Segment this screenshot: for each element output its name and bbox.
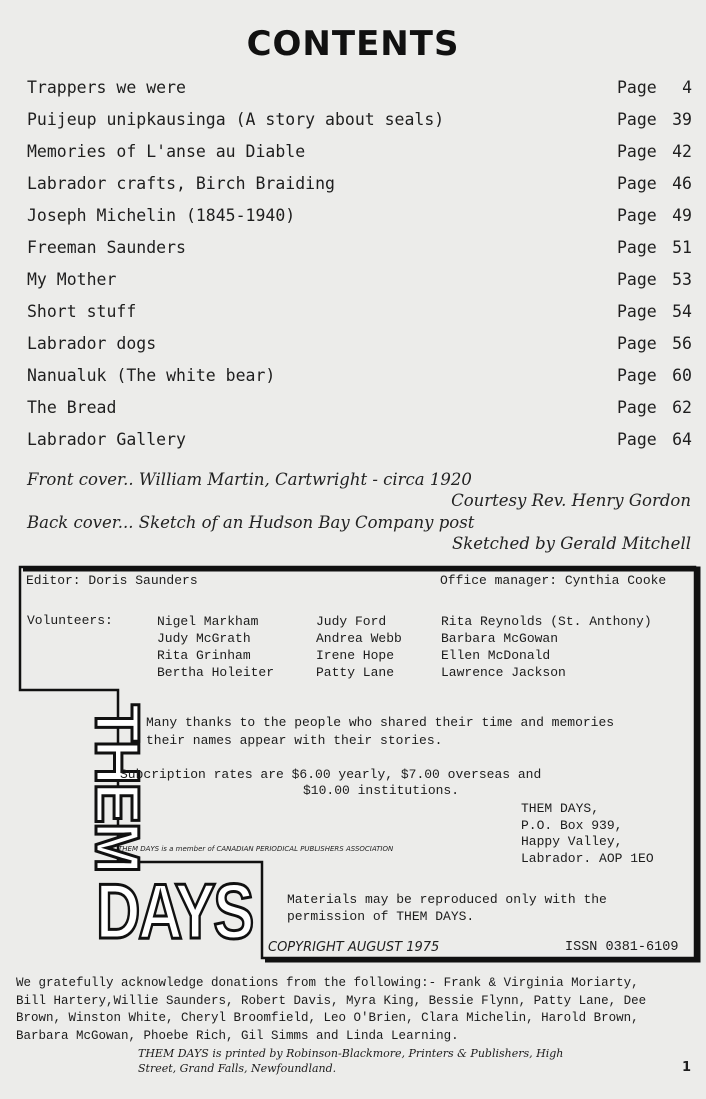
volunteers-column [441,613,652,681]
address-line: Happy Valley, [521,834,623,849]
toc-page-label: Page [617,110,657,129]
toc-page-label: Page [617,78,657,97]
toc-page-label: Page [617,174,657,193]
volunteer-name: Irene Hope [316,648,395,663]
volunteer-name: Nigel Markham [157,614,259,629]
page-title: CONTENTS [246,24,460,64]
toc-entry-title: The Bread [27,398,117,417]
acknowledgement-line: Brown, Winston White, Cheryl Broomfield, Leo O'Brien, Clara Michelin, Harold Brown, [16,1011,639,1025]
toc-page-label: Page [617,334,657,353]
back-cover-credit: Back cover... Sketch of an Hudson Bay Company post [27,513,475,532]
cppa-member-note: THEM DAYS is a member of CANADIAN PERIODICAL PUBLISHERS ASSOCIATION [118,845,394,853]
subscription-rates: Subcription rates are $6.00 yearly, $7.00 overseas and [120,767,542,782]
volunteers-column [316,613,402,681]
toc-page-label: Page [617,142,657,161]
address-line: THEM DAYS, [521,801,600,816]
toc-page-number: 51 [672,238,692,257]
front-cover-credit: Front cover.. William Martin, Cartwright - circa 1920 [27,470,472,489]
toc-page-number: 62 [672,398,692,417]
logo-days-text: DAYS [96,867,252,955]
acknowledgement-line: We gratefully acknowledge donations from the following:- Frank & Virginia Moriarty, [16,976,639,990]
volunteer-name: Bertha Holeiter [157,665,275,680]
toc-page-number: 56 [672,334,692,353]
toc-entry-title: Short stuff [27,302,137,321]
them-logo [26,696,151,872]
back-cover-sketch: Sketched by Gerald Mitchell [451,534,691,553]
acknowledgement-line: Barbara McGowan, Phoebe Rich, Gil Simms and Linda Learning. [16,1028,459,1043]
volunteer-name: Patty Lane [316,665,395,680]
front-cover-courtesy: Courtesy Rev. Henry Gordon [451,491,691,510]
toc-entry-title: My Mother [27,270,117,289]
toc-page-number: 42 [672,142,692,161]
volunteer-name: Barbara McGowan [441,631,559,646]
printer-line: Street, Grand Falls, Newfoundland. [138,1062,337,1075]
volunteer-name: Lawrence Jackson [441,665,566,680]
toc-entry-title: Labrador dogs [27,334,157,353]
volunteer-name: Judy Ford [316,614,387,629]
days-logo [92,860,260,955]
mailing-address [521,801,654,867]
thanks-note [146,714,614,750]
volunteer-name: Rita Reynolds (St. Anthony) [441,614,652,629]
toc-entry-title: Puijeup unipkausinga (A story about seals) [27,110,445,129]
toc-page-number: 53 [672,270,692,289]
toc-page-label: Page [617,430,657,449]
address-line: Labrador. AOP 1EO [521,850,654,866]
toc-page-number: 49 [672,206,692,225]
volunteers-label: Volunteers: [27,613,113,628]
toc-page-number: 54 [672,302,692,321]
acknowledgement-paragraph [16,975,646,1045]
volunteer-name: Andrea Webb [316,631,402,646]
logo-them-text: THEM [82,704,151,872]
toc-page-number: 39 [672,110,692,129]
issn-number: ISSN 0381-6109 [565,940,679,955]
toc-page-number: 64 [672,430,692,449]
toc-page-label: Page [617,302,657,321]
printer-note [138,1046,563,1076]
toc-entry-title: Trappers we were [27,78,186,97]
toc-entry-title: Labrador crafts, Birch Braiding [27,174,335,193]
volunteer-name: Rita Grinham [157,648,251,663]
toc-entry-title: Freeman Saunders [27,238,186,257]
volunteer-name: Judy McGrath [157,631,251,646]
printer-line: THEM DAYS is printed by Robinson-Blackmore, Printers & Publishers, High [138,1047,564,1060]
thanks-line: Many thanks to the people who shared their time and memories [146,715,615,730]
toc-page-label: Page [617,270,657,289]
toc-page-number: 60 [672,366,692,385]
volunteers-column [157,613,274,681]
toc-entry-title: Memories of L'anse au Diable [27,142,306,161]
toc-page-number: 46 [672,174,692,193]
acknowledgement-line: Bill Hartery,Willie Saunders, Robert Davis, Myra King, Bessie Flynn, Patty Lane, Dee [16,993,647,1008]
reproduction-notice [287,891,607,925]
toc-page-number: 4 [682,78,692,97]
office-manager-credit: Office manager: Cynthia Cooke [440,573,667,588]
address-line: P.O. Box 939, [521,817,623,833]
toc-page-label: Page [617,206,657,225]
toc-entry-title: Labrador Gallery [27,430,186,449]
editor-credit: Editor: Doris Saunders [26,573,198,588]
reproduction-line: Materials may be reproduced only with the [287,892,607,907]
toc-page-label: Page [617,398,657,417]
reproduction-line: permission of THEM DAYS. [287,909,475,924]
toc-entry-title: Nanualuk (The white bear) [27,366,276,385]
toc-page-label: Page [617,238,657,257]
subscription-rates-line2: $10.00 institutions. [303,783,460,798]
toc-entry-title: Joseph Michelin (1845-1940) [27,206,296,225]
page-number: 1 [682,1060,692,1075]
volunteer-name: Ellen McDonald [441,648,551,663]
toc-page-label: Page [617,366,657,385]
thanks-line: their names appear with their stories. [146,733,443,748]
copyright-notice: COPYRIGHT AUGUST 1975 [268,940,440,955]
